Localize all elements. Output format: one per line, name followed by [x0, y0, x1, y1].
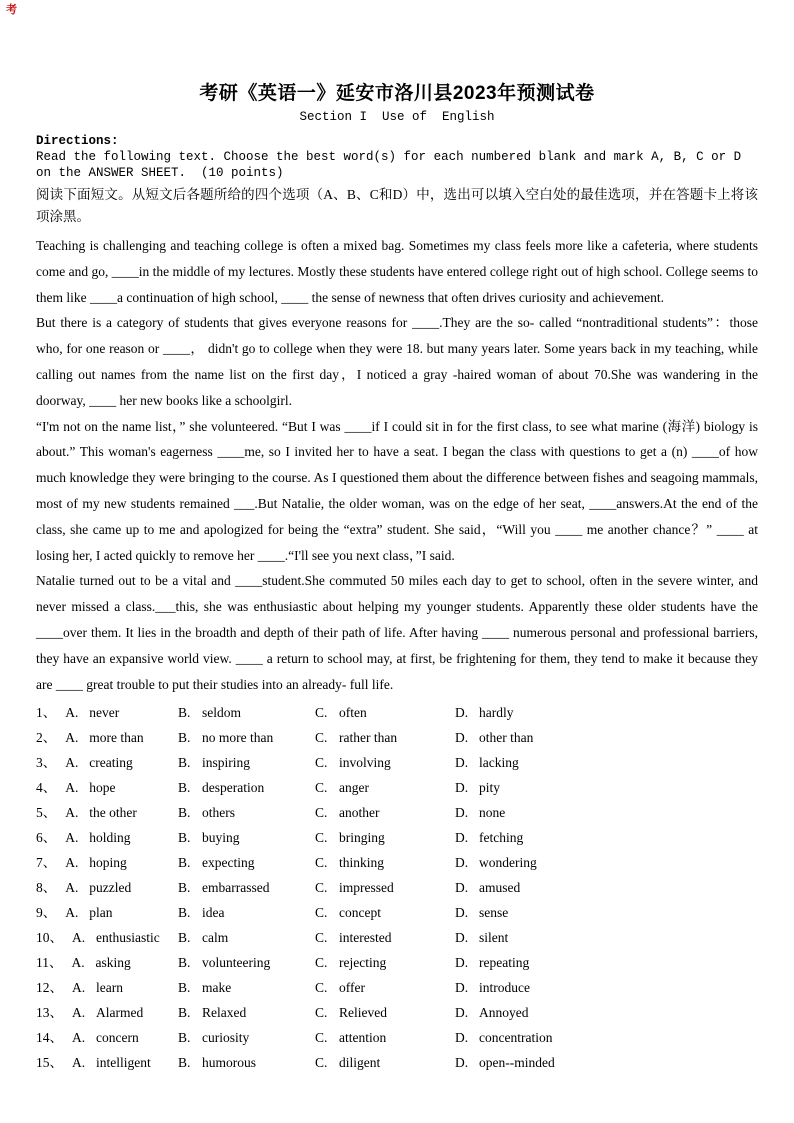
option-letter: A.: [72, 1030, 86, 1046]
question-row: [36, 800, 758, 825]
option-c: [315, 1025, 455, 1050]
option-letter: C.: [315, 1055, 328, 1071]
option-text: volunteering: [202, 955, 271, 971]
option-a: [72, 950, 179, 975]
option-a: [65, 750, 178, 775]
question-number: 2、: [36, 730, 57, 746]
option-letter: B.: [178, 830, 191, 846]
option-text: the other: [89, 805, 137, 821]
question-number: 6、: [36, 830, 57, 846]
question-head: [36, 925, 178, 950]
option-a: [72, 975, 178, 1000]
question-number: 3、: [36, 755, 57, 771]
option-letter: D.: [455, 955, 469, 971]
option-c: [315, 950, 455, 975]
option-letter: D.: [455, 930, 469, 946]
option-letter: B.: [178, 705, 191, 721]
option-text: puzzled: [89, 880, 132, 896]
option-letter: D.: [455, 730, 469, 746]
option-c: [315, 925, 455, 950]
option-letter: B.: [178, 905, 191, 921]
question-number: 15、: [36, 1055, 63, 1071]
option-text: amused: [479, 880, 521, 896]
option-d: [455, 725, 758, 750]
option-letter: A.: [65, 805, 79, 821]
question-row: [36, 975, 758, 1000]
option-text: learn: [96, 980, 123, 996]
option-letter: B.: [178, 1030, 191, 1046]
option-text: Alarmed: [96, 1005, 144, 1021]
option-a: [72, 925, 178, 950]
option-letter: C.: [315, 930, 328, 946]
option-b: [178, 1000, 315, 1025]
option-text: expecting: [202, 855, 255, 871]
option-text: humorous: [202, 1055, 256, 1071]
question-number: 11、: [36, 955, 63, 971]
option-text: buying: [202, 830, 240, 846]
passage-paragraph-3: “I'm not on the name list，” she volunteered. “But I was ____if I could sit in for the first class, to see what marine (海洋) biology is about.” This woman's eagerness ____me, so I invited her to have a seat. I began the class with questions to get a (n) ____of how much knowledge they were bringing to the course. As I questioned them about the difference between fishes and seagoing mammals, most of my new students remained ___.But Natalie, the older woman, was on the edge of her seat, ____answers.At the end of the class, she came up to me and apologized for being the “extra” student. She said，“Will you ____ me another chance？” ____ at losing her, I acted quickly to remove her ____.“I'll see you next class，”I said.: [36, 418, 758, 563]
question-row: [36, 825, 758, 850]
option-a: [65, 775, 178, 800]
passage: [36, 233, 758, 697]
option-letter: A.: [65, 780, 79, 796]
option-c: [315, 875, 455, 900]
option-text: rather than: [339, 730, 398, 746]
question-row: [36, 750, 758, 775]
option-b: [178, 775, 315, 800]
option-c: [315, 750, 455, 775]
question-number: 4、: [36, 780, 57, 796]
section-heading: Section I Use of English: [299, 110, 495, 124]
option-c: [315, 800, 455, 825]
question-head: [36, 950, 178, 975]
option-text: offer: [339, 980, 365, 996]
question-number: 12、: [36, 980, 63, 996]
option-d: [455, 950, 758, 975]
option-letter: A.: [72, 930, 86, 946]
option-d: [455, 1025, 758, 1050]
option-letter: C.: [315, 830, 328, 846]
option-letter: D.: [455, 780, 469, 796]
option-b: [178, 725, 315, 750]
option-letter: B.: [178, 980, 191, 996]
option-b: [178, 975, 315, 1000]
option-letter: B.: [178, 755, 191, 771]
option-letter: A.: [72, 980, 86, 996]
question-row: [36, 925, 758, 950]
question-head: [36, 750, 178, 775]
option-letter: B.: [178, 805, 191, 821]
option-letter: D.: [455, 855, 469, 871]
option-letter: B.: [178, 855, 191, 871]
option-letter: A.: [65, 855, 79, 871]
option-text: others: [202, 805, 235, 821]
option-text: thinking: [339, 855, 385, 871]
option-a: [65, 900, 178, 925]
directions-chinese: 阅读下面短文。从短文后各题所给的四个选项（A、B、C和D）中，选出可以填入空白处的最佳选项，并在答题卡上将该项涂黑。: [36, 187, 758, 224]
option-letter: D.: [455, 1055, 469, 1071]
directions-english: Read the following text. Choose the best word(s) for each numbered blank and mark A, B, C or D on the ANSWER SHEET. (10 points): [36, 150, 749, 180]
option-text: more than: [89, 730, 144, 746]
option-letter: A.: [72, 1005, 86, 1021]
question-row: [36, 1050, 758, 1075]
option-a: [65, 850, 178, 875]
option-text: no more than: [202, 730, 274, 746]
option-letter: B.: [178, 730, 191, 746]
passage-paragraph-4: Natalie turned out to be a vital and ____student.She commuted 50 miles each day to get to school, often in the severe winter, and never missed a class.___this, she was enthusiastic about helping my younger students. Apparently these older students have the ____over them. It lies in the broadth and depth of their path of life. After having ____ numerous personal and professional barriers, they have an expansive world view. ____ a return to school may, at first, be frightening for them, they tend to make it because they are ____ great trouble to put their studies into an already- full life.: [36, 573, 758, 692]
option-letter: C.: [315, 755, 328, 771]
question-number: 5、: [36, 805, 57, 821]
option-b: [178, 750, 315, 775]
option-a: [65, 725, 178, 750]
option-letter: D.: [455, 755, 469, 771]
question-head: [36, 850, 178, 875]
option-b: [178, 850, 315, 875]
option-text: holding: [89, 830, 131, 846]
option-d: [455, 975, 758, 1000]
option-text: seldom: [202, 705, 241, 721]
question-number: 14、: [36, 1030, 63, 1046]
option-text: other than: [479, 730, 534, 746]
option-d: [455, 925, 758, 950]
question-row: [36, 775, 758, 800]
option-text: Relaxed: [202, 1005, 247, 1021]
passage-paragraph-2: But there is a category of students that gives everyone reasons for ____.They are the so- called “nontraditional students”：those who, for one reason or ____， didn't go to college when they were 18. but many years later. Some years back in my teaching, while calling out names from the name list on the first day，I noticed a gray -haired woman of about 70.She was wandering in the doorway, ____ her new books like a schoolgirl.: [36, 315, 758, 408]
option-text: curiosity: [202, 1030, 250, 1046]
option-a: [65, 800, 178, 825]
option-d: [455, 700, 758, 725]
option-c: [315, 850, 455, 875]
question-head: [36, 1050, 178, 1075]
option-letter: C.: [315, 955, 328, 971]
option-text: anger: [339, 780, 369, 796]
option-text: intelligent: [96, 1055, 151, 1071]
option-d: [455, 775, 758, 800]
option-d: [455, 825, 758, 850]
option-a: [65, 875, 178, 900]
corner-watermark-icon: 考: [6, 4, 17, 16]
option-letter: C.: [315, 980, 328, 996]
question-head: [36, 825, 178, 850]
passage-paragraph-1: Teaching is challenging and teaching college is often a mixed bag. Sometimes my class feels more like a cafeteria, where students come and go, ____in the middle of my lectures. Mostly these students have entered college right out of high school. College seems to them like ____a continuation of high school, ____ the sense of newness that often drives curiosity and achievement.: [36, 238, 758, 305]
option-c: [315, 775, 455, 800]
option-letter: D.: [455, 1030, 469, 1046]
option-letter: D.: [455, 980, 469, 996]
questions-list: [36, 700, 758, 1075]
option-text: attention: [339, 1030, 387, 1046]
question-head: [36, 725, 178, 750]
option-letter: A.: [65, 880, 79, 896]
option-letter: A.: [65, 830, 79, 846]
option-text: idea: [202, 905, 225, 921]
option-b: [178, 1050, 315, 1075]
option-text: asking: [95, 955, 131, 971]
question-head: [36, 1025, 178, 1050]
option-text: make: [202, 980, 232, 996]
option-letter: B.: [178, 955, 191, 971]
question-number: 9、: [36, 905, 57, 921]
question-row: [36, 725, 758, 750]
option-text: desperation: [202, 780, 265, 796]
option-text: creating: [89, 755, 133, 771]
option-letter: C.: [315, 855, 328, 871]
question-row: [36, 950, 758, 975]
option-text: interested: [339, 930, 392, 946]
question-row: [36, 700, 758, 725]
option-d: [455, 1050, 758, 1075]
option-text: bringing: [339, 830, 385, 846]
option-letter: D.: [455, 880, 469, 896]
option-text: concern: [96, 1030, 139, 1046]
option-text: wondering: [479, 855, 537, 871]
question-head: [36, 800, 178, 825]
option-b: [178, 925, 315, 950]
question-head: [36, 875, 178, 900]
option-text: hardly: [479, 705, 514, 721]
option-text: sense: [479, 905, 509, 921]
option-text: repeating: [479, 955, 530, 971]
question-row: [36, 1025, 758, 1050]
option-c: [315, 1050, 455, 1075]
option-letter: D.: [455, 705, 469, 721]
question-number: 8、: [36, 880, 57, 896]
page-title: 考研《英语一》延安市洛川县2023年预测试卷: [199, 83, 595, 104]
option-letter: C.: [315, 1030, 328, 1046]
option-letter: C.: [315, 880, 328, 896]
option-b: [178, 900, 315, 925]
option-text: involving: [339, 755, 391, 771]
question-head: [36, 700, 178, 725]
option-text: enthusiastic: [96, 930, 160, 946]
option-b: [178, 800, 315, 825]
question-number: 7、: [36, 855, 57, 871]
option-text: lacking: [479, 755, 519, 771]
option-letter: D.: [455, 830, 469, 846]
option-text: inspiring: [202, 755, 251, 771]
question-head: [36, 1000, 178, 1025]
option-b: [178, 875, 315, 900]
option-letter: A.: [65, 755, 79, 771]
option-text: calm: [202, 930, 229, 946]
question-head: [36, 775, 178, 800]
option-letter: A.: [71, 955, 85, 971]
option-letter: C.: [315, 1005, 328, 1021]
option-text: rejecting: [339, 955, 387, 971]
option-text: concentration: [479, 1030, 553, 1046]
question-head: [36, 900, 178, 925]
option-text: open--minded: [479, 1055, 555, 1071]
option-a: [65, 700, 178, 725]
option-a: [72, 1025, 178, 1050]
option-letter: A.: [65, 705, 79, 721]
option-a: [72, 1050, 178, 1075]
option-text: pity: [479, 780, 501, 796]
option-text: concept: [339, 905, 381, 921]
question-number: 1、: [36, 705, 57, 721]
question-head: [36, 975, 178, 1000]
option-letter: A.: [72, 1055, 86, 1071]
option-letter: B.: [178, 1055, 191, 1071]
directions-label: Directions:: [36, 134, 119, 148]
option-d: [455, 800, 758, 825]
option-text: fetching: [479, 830, 524, 846]
option-c: [315, 725, 455, 750]
question-row: [36, 850, 758, 875]
option-text: impressed: [339, 880, 394, 896]
option-text: introduce: [479, 980, 530, 996]
option-letter: D.: [455, 905, 469, 921]
option-letter: C.: [315, 705, 328, 721]
option-letter: D.: [455, 805, 469, 821]
option-letter: B.: [178, 780, 191, 796]
option-d: [455, 875, 758, 900]
option-c: [315, 825, 455, 850]
option-b: [178, 700, 315, 725]
option-c: [315, 1000, 455, 1025]
option-letter: B.: [178, 880, 191, 896]
option-text: another: [339, 805, 380, 821]
option-text: Relieved: [339, 1005, 387, 1021]
option-letter: A.: [65, 905, 79, 921]
option-text: plan: [89, 905, 113, 921]
option-letter: C.: [315, 780, 328, 796]
option-d: [455, 900, 758, 925]
option-letter: C.: [315, 905, 328, 921]
question-number: 13、: [36, 1005, 63, 1021]
option-letter: C.: [315, 805, 328, 821]
option-text: silent: [479, 930, 509, 946]
option-b: [178, 1025, 315, 1050]
option-a: [65, 825, 178, 850]
option-text: hope: [89, 780, 116, 796]
option-text: often: [339, 705, 367, 721]
question-row: [36, 875, 758, 900]
option-b: [178, 950, 315, 975]
option-d: [455, 850, 758, 875]
option-b: [178, 825, 315, 850]
option-c: [315, 975, 455, 1000]
option-letter: D.: [455, 1005, 469, 1021]
option-d: [455, 750, 758, 775]
option-c: [315, 900, 455, 925]
question-number: 10、: [36, 930, 63, 946]
option-letter: B.: [178, 1005, 191, 1021]
option-text: never: [89, 705, 120, 721]
directions-block: [36, 133, 758, 227]
option-c: [315, 700, 455, 725]
option-text: Annoyed: [479, 1005, 529, 1021]
option-text: embarrassed: [202, 880, 270, 896]
option-letter: B.: [178, 930, 191, 946]
question-row: [36, 900, 758, 925]
option-text: none: [479, 805, 506, 821]
option-text: hoping: [89, 855, 127, 871]
option-text: diligent: [339, 1055, 381, 1071]
option-d: [455, 1000, 758, 1025]
option-a: [72, 1000, 178, 1025]
option-letter: A.: [65, 730, 79, 746]
option-letter: C.: [315, 730, 328, 746]
question-row: [36, 1000, 758, 1025]
